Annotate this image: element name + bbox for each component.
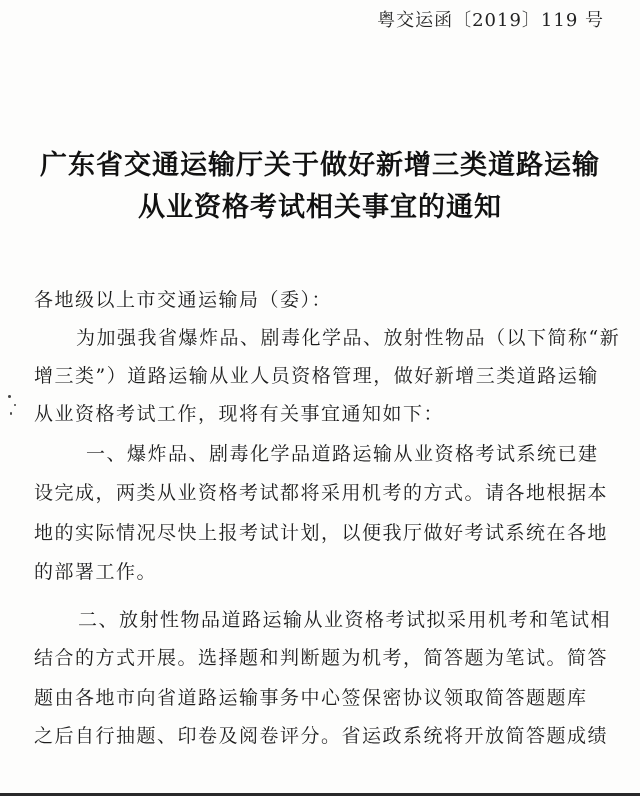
- scan-speck: [8, 395, 11, 398]
- scan-speck: [10, 412, 12, 415]
- body-line: 设完成，两类从业资格考试都将采用机考的方式。请各地根据本: [34, 482, 609, 504]
- section-one-line: 一、爆炸品、剧毒化学品道路运输从业资格考试系统已建: [86, 443, 599, 465]
- body-line: 为加强我省爆炸品、剧毒化学品、放射性物品（以下简称“新: [76, 327, 621, 349]
- body-line: 从业资格考试工作，现将有关事宜通知如下：: [34, 403, 445, 425]
- section-two-line: 二、放射性物品道路运输从业资格考试拟采用机考和笔试相: [78, 609, 612, 631]
- body-line: 之后自行抽题、印卷及阅卷评分。省运政系统将开放简答题成绩: [34, 725, 609, 747]
- document-title-line-1: 广东省交通运输厅关于做好新增三类道路运输: [40, 150, 600, 181]
- body-line: 增三类”）道路运输从业人员资格管理，做好新增三类道路运输: [34, 365, 599, 387]
- body-line: 的部署工作。: [34, 561, 158, 583]
- body-line: 结合的方式开展。选择题和判断题为机考，简答题为笔试。简答: [34, 647, 609, 669]
- document-title-line-2: 从业资格考试相关事宜的通知: [138, 192, 502, 223]
- addressee-line: 各地级以上市交通运输局（委）：: [34, 289, 333, 311]
- document-number: 粤交运函〔2019〕119 号: [377, 10, 604, 31]
- body-line: 地的实际情况尽快上报考试计划，以便我厅做好考试系统在各地: [34, 522, 609, 544]
- scan-speck: [14, 404, 16, 406]
- body-line: 题由各地市向省道路运输事务中心签保密协议领取简答题题库: [34, 687, 588, 709]
